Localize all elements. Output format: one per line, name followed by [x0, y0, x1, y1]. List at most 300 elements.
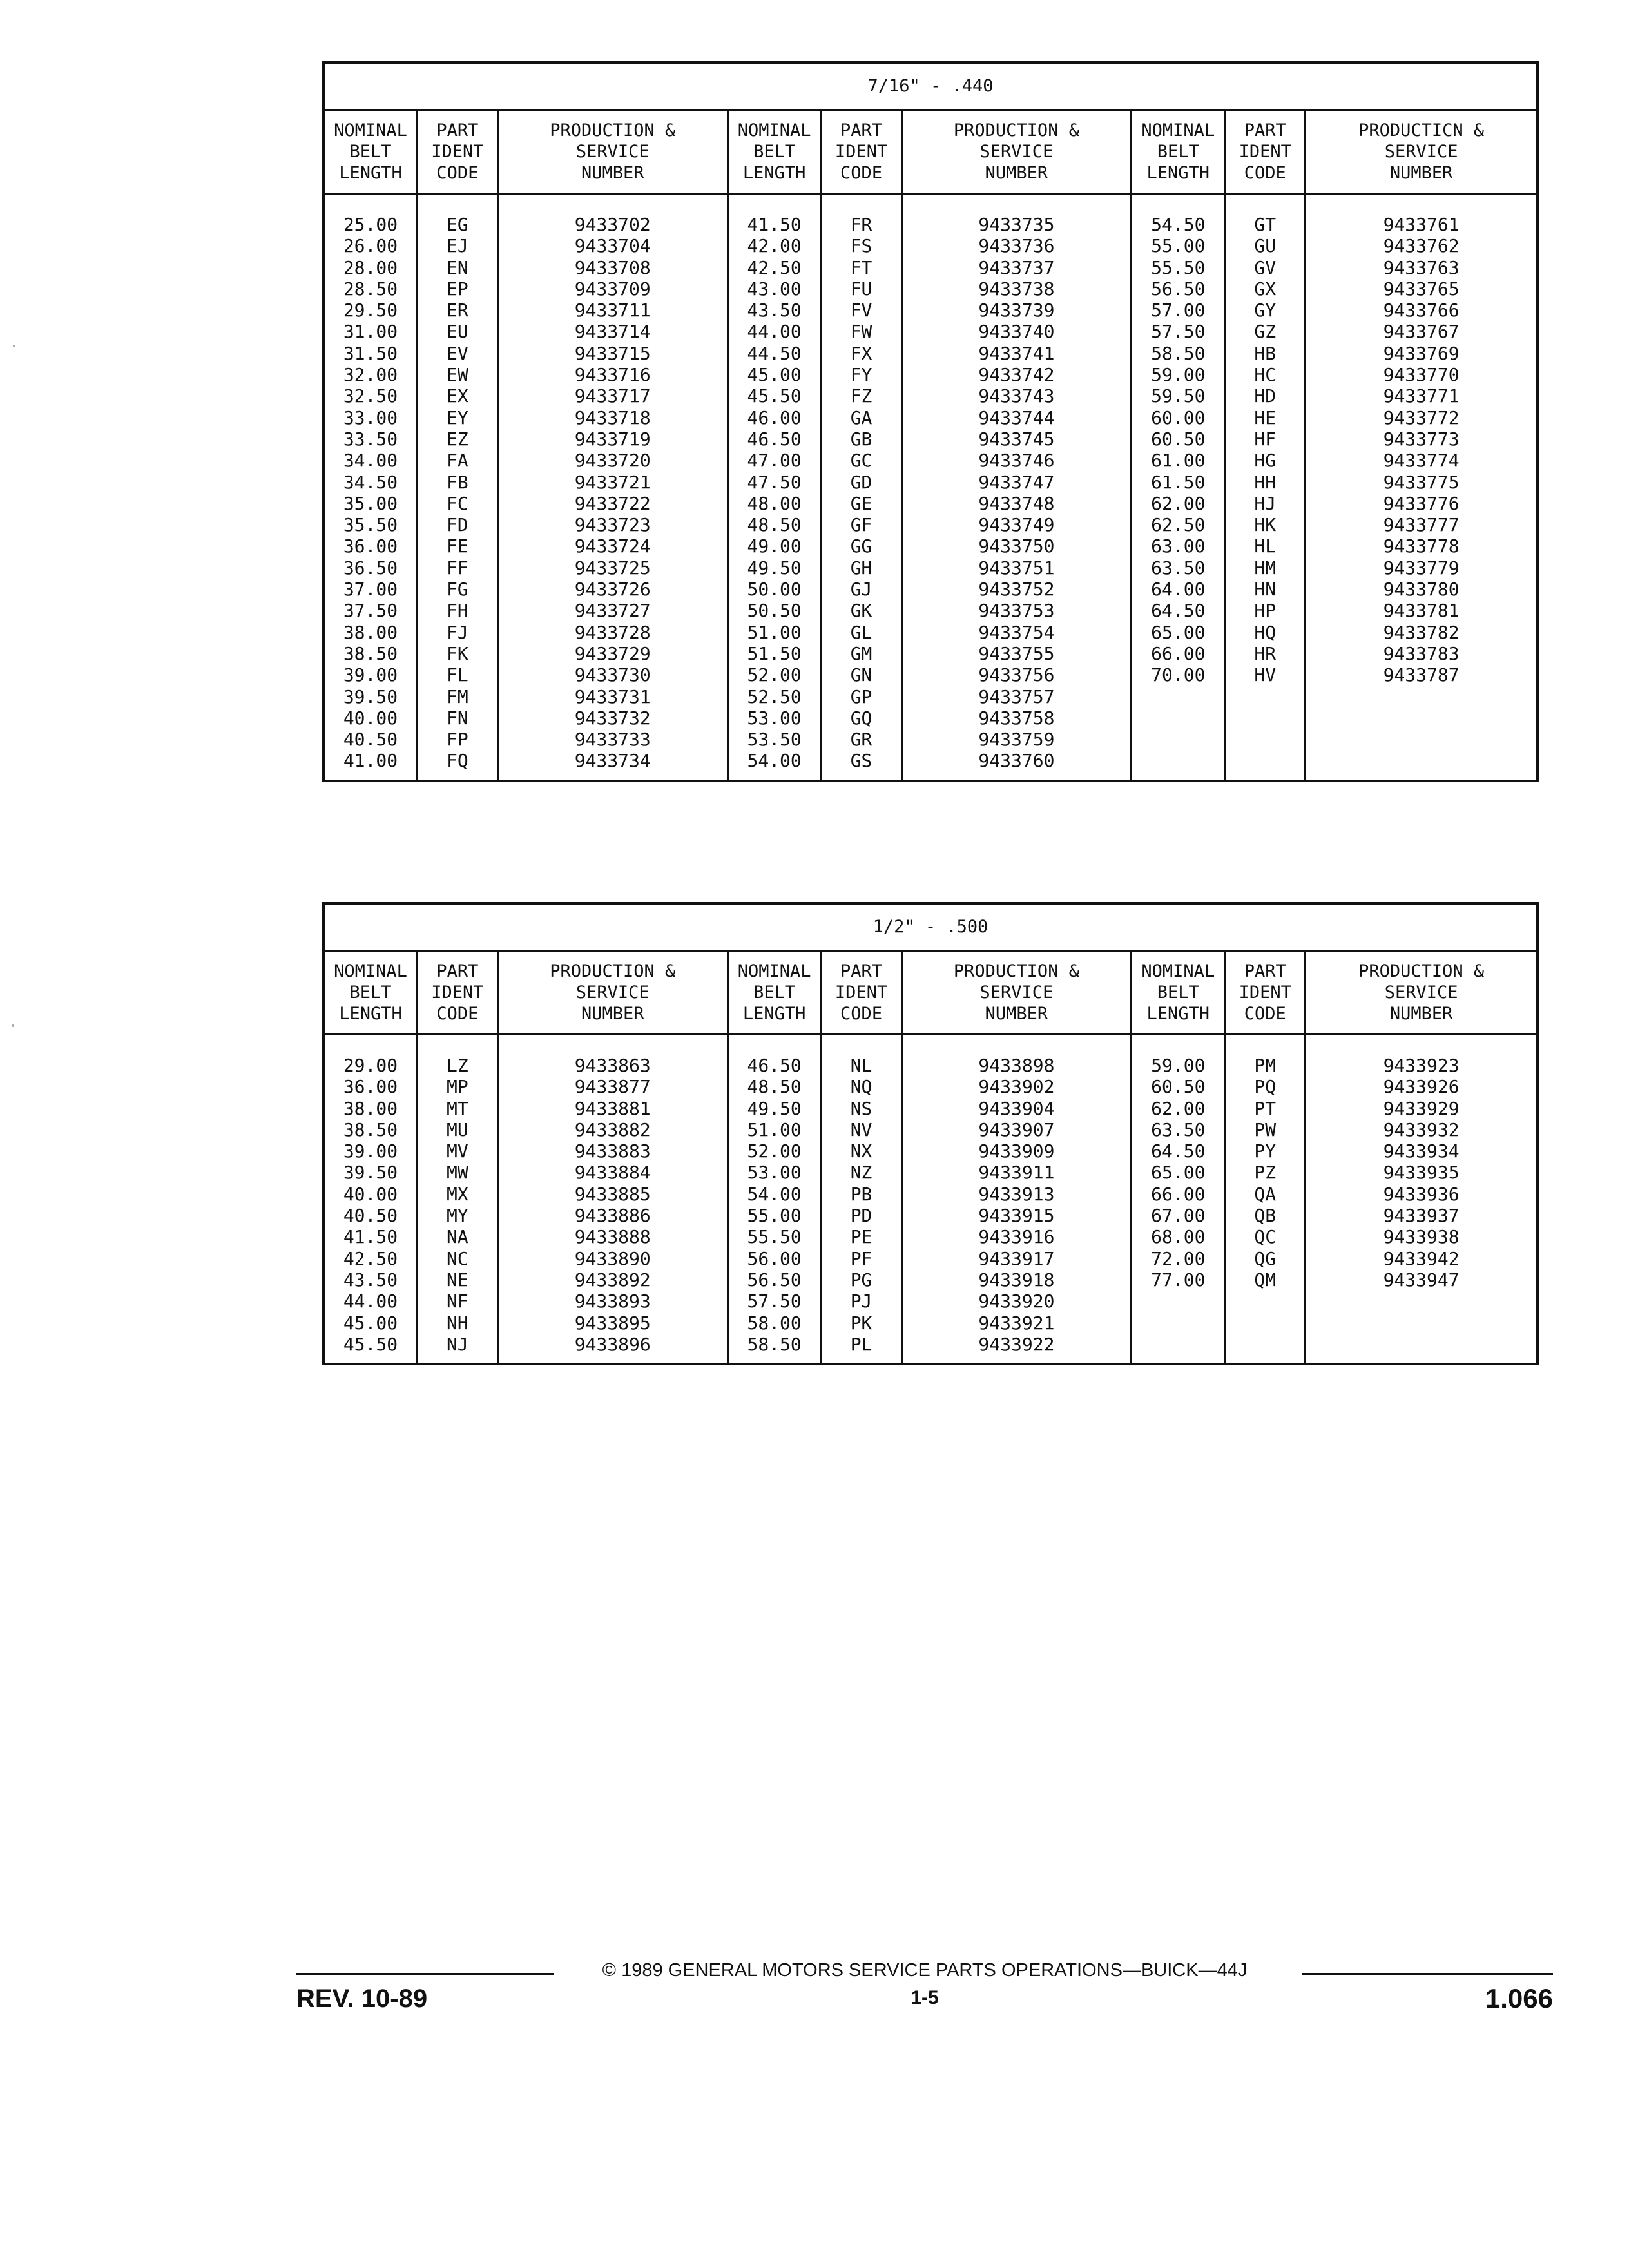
table-cell: 9433892 — [574, 1269, 651, 1291]
table-cell: 9433718 — [574, 407, 651, 428]
table-cell: 9433751 — [978, 557, 1055, 579]
table-cell: 9433741 — [978, 342, 1055, 364]
column-header — [418, 952, 497, 1035]
table-cell: 9433886 — [574, 1205, 651, 1227]
table-cell: NH — [447, 1312, 468, 1334]
header-line: SERVICE — [1384, 142, 1458, 162]
table-cell: 9433947 — [1383, 1269, 1460, 1291]
table-cell: QA — [1254, 1183, 1277, 1205]
table-cell: GV — [1254, 256, 1277, 278]
table-cell: FZ — [850, 385, 872, 407]
header-line: LENGTH — [1146, 163, 1210, 183]
table-cell: FP — [447, 729, 468, 751]
table-cell: 9433920 — [978, 1291, 1055, 1312]
table-cell: FT — [850, 256, 872, 278]
scan-speck — [13, 345, 15, 347]
table-cell: PM — [1254, 1055, 1277, 1076]
table-cell: 43.50 — [343, 1269, 398, 1291]
table-cell: 48.50 — [747, 1076, 802, 1098]
column-body — [1306, 195, 1536, 780]
table-cell: GF — [850, 514, 872, 536]
column-body — [499, 1035, 727, 1363]
column-header — [729, 952, 820, 1035]
table-cell: 9433778 — [1383, 535, 1460, 557]
table-cell: 28.50 — [343, 278, 398, 300]
table-cell: 62.00 — [1151, 1097, 1206, 1119]
belt-table-7-16 — [322, 61, 1539, 782]
column-header — [418, 111, 497, 195]
table-cell: 9433738 — [978, 278, 1055, 300]
table-cell: 67.00 — [1151, 1205, 1206, 1227]
table-cell: NE — [447, 1269, 468, 1291]
table-cell: 9433716 — [574, 364, 651, 386]
table-cell: 9433748 — [978, 492, 1055, 514]
table-cell: 9433763 — [1383, 256, 1460, 278]
table-cell: GH — [850, 557, 872, 579]
table-cell: 9433932 — [1383, 1119, 1460, 1140]
nominal-belt-length-column — [1132, 952, 1226, 1363]
table-cell: FE — [447, 535, 468, 557]
column-body — [729, 195, 820, 780]
table-cell: FC — [447, 492, 468, 514]
table-cell: 38.00 — [343, 1097, 398, 1119]
table-cell: 44.00 — [343, 1291, 398, 1312]
table-columns — [325, 952, 1536, 1363]
header-line: PART — [436, 961, 479, 981]
table-cell: EZ — [447, 428, 468, 450]
table-cell: 41.00 — [343, 750, 398, 772]
table-cell: 40.00 — [343, 707, 398, 729]
table-cell: 47.00 — [747, 450, 802, 472]
table-cell: 45.00 — [343, 1312, 398, 1334]
table-cell: 9433733 — [574, 729, 651, 751]
table-cell: GD — [850, 471, 872, 493]
table-cell: 9433704 — [574, 235, 651, 257]
table-cell: 34.00 — [343, 450, 398, 472]
table-cell: 56.50 — [1151, 278, 1206, 300]
table-cell: GL — [850, 621, 872, 643]
table-cell: 9433771 — [1383, 385, 1460, 407]
table-cell: GU — [1254, 235, 1277, 257]
table-cell: HP — [1254, 600, 1277, 622]
table-cell: 9433898 — [978, 1055, 1055, 1076]
column-header — [822, 952, 901, 1035]
table-cell: PJ — [850, 1291, 872, 1312]
table-cell: 64.50 — [1151, 1140, 1206, 1162]
table-cell: 9433882 — [574, 1119, 651, 1140]
table-cell: 57.50 — [747, 1291, 802, 1312]
table-cell: FX — [850, 342, 872, 364]
table-cell: 50.00 — [747, 579, 802, 601]
table-cell: HK — [1254, 514, 1277, 536]
table-cell: 9433863 — [574, 1055, 651, 1076]
table-cell: MT — [447, 1097, 468, 1119]
table-cell: 9433765 — [1383, 278, 1460, 300]
table-cell: 55.50 — [1151, 256, 1206, 278]
table-cell: 44.00 — [747, 321, 802, 343]
table-cell: 9433727 — [574, 600, 651, 622]
table-cell: 9433734 — [574, 750, 651, 772]
table-cell: 9433729 — [574, 642, 651, 664]
table-cell: GC — [850, 450, 872, 472]
table-cell: 9433726 — [574, 579, 651, 601]
table-cell: 9433740 — [978, 321, 1055, 343]
table-cell: HG — [1254, 450, 1277, 472]
table-cell: FJ — [447, 621, 468, 643]
copyright-line — [296, 1960, 1553, 1981]
table-cell: 38.50 — [343, 642, 398, 664]
table-cell: PG — [850, 1269, 872, 1291]
table-cell: 9433913 — [978, 1183, 1055, 1205]
table-cell: 9433728 — [574, 621, 651, 643]
header-line: CODE — [840, 1004, 883, 1024]
column-body — [1132, 1035, 1224, 1363]
table-cell: 72.00 — [1151, 1247, 1206, 1269]
table-cell: HV — [1254, 664, 1277, 686]
table-cell: FH — [447, 600, 468, 622]
table-cell: 48.00 — [747, 492, 802, 514]
table-cell: EX — [447, 385, 468, 407]
column-header — [822, 111, 901, 195]
table-cell: 9433762 — [1383, 235, 1460, 257]
table-cell: 9433746 — [978, 450, 1055, 472]
table-cell: 38.00 — [343, 621, 398, 643]
column-body — [903, 195, 1131, 780]
header-line: PART — [840, 961, 883, 981]
table-cell: NV — [850, 1119, 872, 1140]
table-cell: NJ — [447, 1333, 468, 1355]
table-cell: 9433723 — [574, 514, 651, 536]
table-cell: 9433936 — [1383, 1183, 1460, 1205]
header-line: BELT — [753, 142, 796, 162]
header-line: CODE — [1244, 1004, 1286, 1024]
table-cell: 64.50 — [1151, 600, 1206, 622]
header-line: NOMINAL — [1141, 120, 1215, 140]
table-cell: 9433926 — [1383, 1076, 1460, 1098]
production-service-number-column — [499, 111, 729, 780]
table-cell: 9433739 — [978, 300, 1055, 322]
table-cell: 55.50 — [747, 1226, 802, 1248]
table-cell: LZ — [447, 1055, 468, 1076]
part-ident-code-column — [822, 111, 903, 780]
table-cell: 61.50 — [1151, 471, 1206, 493]
table-cell: NQ — [850, 1076, 872, 1098]
table-cell: 59.00 — [1151, 1055, 1206, 1076]
table-cell: 33.00 — [343, 407, 398, 428]
table-cell: 49.50 — [747, 557, 802, 579]
table-cell: FK — [447, 642, 468, 664]
table-cell: 9433781 — [1383, 600, 1460, 622]
table-cell: 9433769 — [1383, 342, 1460, 364]
table-cell: 9433745 — [978, 428, 1055, 450]
nominal-belt-length-column — [325, 952, 418, 1363]
table-cell: 9433722 — [574, 492, 651, 514]
table-cell: HL — [1254, 535, 1277, 557]
table-cell: 9433883 — [574, 1140, 651, 1162]
table-cell: 9433918 — [978, 1269, 1055, 1291]
table-cell: 32.00 — [343, 364, 398, 386]
table-cell: 9433896 — [574, 1333, 651, 1355]
table-cell: QB — [1254, 1205, 1277, 1227]
header-line: CODE — [840, 163, 883, 183]
table-cell: 52.00 — [747, 664, 802, 686]
scan-speck — [12, 1024, 14, 1027]
table-cell: 46.50 — [747, 1055, 802, 1076]
table-cell: 66.00 — [1151, 642, 1206, 664]
table-cell: MV — [447, 1140, 468, 1162]
column-body — [822, 195, 901, 780]
header-line: CODE — [1244, 163, 1286, 183]
table-cell: 53.00 — [747, 707, 802, 729]
table-cell: GG — [850, 535, 872, 557]
table-cell: 46.00 — [747, 407, 802, 428]
table-cell: 60.00 — [1151, 407, 1206, 428]
table-cell: 39.50 — [343, 1162, 398, 1184]
table-cell: NF — [447, 1291, 468, 1312]
table-cell: 9433767 — [1383, 321, 1460, 343]
table-cell: 9433937 — [1383, 1205, 1460, 1227]
table-cell: 63.00 — [1151, 535, 1206, 557]
table-cell: 77.00 — [1151, 1269, 1206, 1291]
table-cell: PK — [850, 1312, 872, 1334]
header-line: IDENT — [431, 983, 484, 1003]
table-cell: 9433715 — [574, 342, 651, 364]
table-cell: 51.50 — [747, 642, 802, 664]
table-cell: 50.50 — [747, 600, 802, 622]
column-header — [903, 111, 1131, 195]
table-cell: HQ — [1254, 621, 1277, 643]
table-cell: PY — [1254, 1140, 1277, 1162]
header-line: NUMBER — [581, 1004, 644, 1024]
table-cell: 9433750 — [978, 535, 1055, 557]
header-line: LENGTH — [742, 1004, 806, 1024]
table-cell: 9433877 — [574, 1076, 651, 1098]
table-cell: 9433711 — [574, 300, 651, 322]
column-header — [325, 952, 416, 1035]
header-line: PRODUCTION & — [953, 120, 1079, 140]
table-cell: GB — [850, 428, 872, 450]
table-cell: 9433774 — [1383, 450, 1460, 472]
header-line: BELT — [1157, 142, 1199, 162]
table-cell: NX — [850, 1140, 872, 1162]
table-cell: 9433884 — [574, 1162, 651, 1184]
table-cell: 36.00 — [343, 535, 398, 557]
table-cell: 59.00 — [1151, 364, 1206, 386]
table-cell: 9433923 — [1383, 1055, 1460, 1076]
table-cell: GR — [850, 729, 872, 751]
table-cell: 58.50 — [747, 1333, 802, 1355]
table-cell: 9433885 — [574, 1183, 651, 1205]
table-cell: 39.00 — [343, 1140, 398, 1162]
table-cell: MP — [447, 1076, 468, 1098]
table-title: 7/16" - .440 — [325, 64, 1536, 111]
table-cell: 9433749 — [978, 514, 1055, 536]
table-cell: PW — [1254, 1119, 1277, 1140]
header-line: PART — [1244, 961, 1286, 981]
table-cell: PB — [850, 1183, 872, 1205]
table-cell: MU — [447, 1119, 468, 1140]
nominal-belt-length-column — [325, 111, 418, 780]
table-cell: 9433780 — [1383, 579, 1460, 601]
table-cell: 9433721 — [574, 471, 651, 493]
table-cell: EN — [447, 256, 468, 278]
table-cell: EW — [447, 364, 468, 386]
table-cell: 9433775 — [1383, 471, 1460, 493]
table-cell: EU — [447, 321, 468, 343]
table-cell: GM — [850, 642, 872, 664]
table-cell: 44.50 — [747, 342, 802, 364]
header-line: PART — [1244, 120, 1286, 140]
table-cell: 35.00 — [343, 492, 398, 514]
header-line: LENGTH — [339, 163, 402, 183]
table-cell: 35.50 — [343, 514, 398, 536]
column-header — [1132, 111, 1224, 195]
table-cell: 51.00 — [747, 621, 802, 643]
document-number: 1.066 — [1485, 1983, 1553, 2013]
column-header — [729, 111, 820, 195]
table-cell: 9433787 — [1383, 664, 1460, 686]
table-cell: 31.00 — [343, 321, 398, 343]
table-cell: 9433708 — [574, 256, 651, 278]
table-cell: 9433915 — [978, 1205, 1055, 1227]
table-cell: 37.00 — [343, 579, 398, 601]
table-cell: FB — [447, 471, 468, 493]
table-cell: PL — [850, 1333, 872, 1355]
header-line: IDENT — [1239, 142, 1291, 162]
header-line: IDENT — [834, 983, 888, 1003]
table-cell: FV — [850, 300, 872, 322]
table-cell: FG — [447, 579, 468, 601]
header-line: SERVICE — [575, 983, 650, 1003]
table-cell: 9433752 — [978, 579, 1055, 601]
header-line: PART — [840, 120, 883, 140]
table-cell: 70.00 — [1151, 664, 1206, 686]
header-line: CODE — [436, 163, 479, 183]
table-cell: 54.00 — [747, 750, 802, 772]
table-cell: 9433935 — [1383, 1162, 1460, 1184]
header-line: SERVICE — [979, 142, 1054, 162]
table-cell: 29.00 — [343, 1055, 398, 1076]
table-cell: 9433724 — [574, 535, 651, 557]
table-cell: 63.50 — [1151, 557, 1206, 579]
table-cell: 34.50 — [343, 471, 398, 493]
table-cell: 9433777 — [1383, 514, 1460, 536]
column-body — [325, 1035, 416, 1363]
table-cell: FA — [447, 450, 468, 472]
table-cell: 9433747 — [978, 471, 1055, 493]
table-cell: 51.00 — [747, 1119, 802, 1140]
table-cell: 9433907 — [978, 1119, 1055, 1140]
column-body — [499, 195, 727, 780]
table-cell: HC — [1254, 364, 1277, 386]
table-cell: GX — [1254, 278, 1277, 300]
table-cell: 9433754 — [978, 621, 1055, 643]
nominal-belt-length-column — [729, 111, 822, 780]
table-cell: HB — [1254, 342, 1277, 364]
table-cell: 9433922 — [978, 1333, 1055, 1355]
table-cell: 43.00 — [747, 278, 802, 300]
table-cell: GE — [850, 492, 872, 514]
table-cell: FD — [447, 514, 468, 536]
table-cell: 60.50 — [1151, 1076, 1206, 1098]
table-cell: 56.50 — [747, 1269, 802, 1291]
table-cell: PQ — [1254, 1076, 1277, 1098]
header-line: CODE — [436, 1004, 479, 1024]
table-cell: 57.00 — [1151, 300, 1206, 322]
table-cell: 55.00 — [1151, 235, 1206, 257]
table-cell: 9433758 — [978, 707, 1055, 729]
table-cell: 9433776 — [1383, 492, 1460, 514]
table-cell: 41.50 — [343, 1226, 398, 1248]
table-cell: 36.50 — [343, 557, 398, 579]
column-header — [903, 952, 1131, 1035]
table-cell: 9433893 — [574, 1291, 651, 1312]
table-cell: FF — [447, 557, 468, 579]
column-header — [1226, 952, 1304, 1035]
table-cell: 9433761 — [1383, 214, 1460, 235]
table-cell: 9433904 — [978, 1097, 1055, 1119]
table-cell: PF — [850, 1247, 872, 1269]
table-cell: 47.50 — [747, 471, 802, 493]
table-cell: 9433911 — [978, 1162, 1055, 1184]
table-cell: GP — [850, 686, 872, 707]
table-cell: GJ — [850, 579, 872, 601]
column-body — [1132, 195, 1224, 780]
production-service-number-column — [903, 111, 1133, 780]
page-footer — [296, 1957, 1553, 2013]
column-header — [499, 111, 727, 195]
header-line: PRODUCTION & — [550, 120, 676, 140]
table-cell: HD — [1254, 385, 1277, 407]
table-cell: GS — [850, 750, 872, 772]
table-cell: QM — [1254, 1269, 1277, 1291]
table-cell: FM — [447, 686, 468, 707]
table-cell: 9433890 — [574, 1247, 651, 1269]
header-line: NUMBER — [1389, 163, 1453, 183]
table-cell: NZ — [850, 1162, 872, 1184]
table-cell: 65.00 — [1151, 621, 1206, 643]
table-cell: 68.00 — [1151, 1226, 1206, 1248]
table-cell: HR — [1254, 642, 1277, 664]
table-cell: 9433709 — [574, 278, 651, 300]
table-cell: 59.50 — [1151, 385, 1206, 407]
table-cell: 9433753 — [978, 600, 1055, 622]
table-cell: 63.50 — [1151, 1119, 1206, 1140]
table-cell: 9433888 — [574, 1226, 651, 1248]
table-cell: 53.00 — [747, 1162, 802, 1184]
column-body — [1226, 195, 1304, 780]
column-header — [1306, 111, 1536, 195]
header-line: LENGTH — [339, 1004, 402, 1024]
header-line: BELT — [349, 983, 392, 1003]
table-cell: 65.00 — [1151, 1162, 1206, 1184]
production-service-number-column — [1306, 111, 1536, 780]
table-cell: 9433921 — [978, 1312, 1055, 1334]
table-cell: 9433732 — [574, 707, 651, 729]
header-line: LENGTH — [742, 163, 806, 183]
column-body — [418, 1035, 497, 1363]
header-line: SERVICE — [1384, 983, 1458, 1003]
header-line: BELT — [349, 142, 392, 162]
header-line: NUMBER — [1389, 1004, 1453, 1024]
header-line: PRODUCTICN & — [1358, 120, 1485, 140]
table-cell: 9433744 — [978, 407, 1055, 428]
table-cell: EJ — [447, 235, 468, 257]
table-cell: 42.50 — [343, 1247, 398, 1269]
table-cell: MX — [447, 1183, 468, 1205]
table-cell: 9433737 — [978, 256, 1055, 278]
table-cell: HF — [1254, 428, 1277, 450]
